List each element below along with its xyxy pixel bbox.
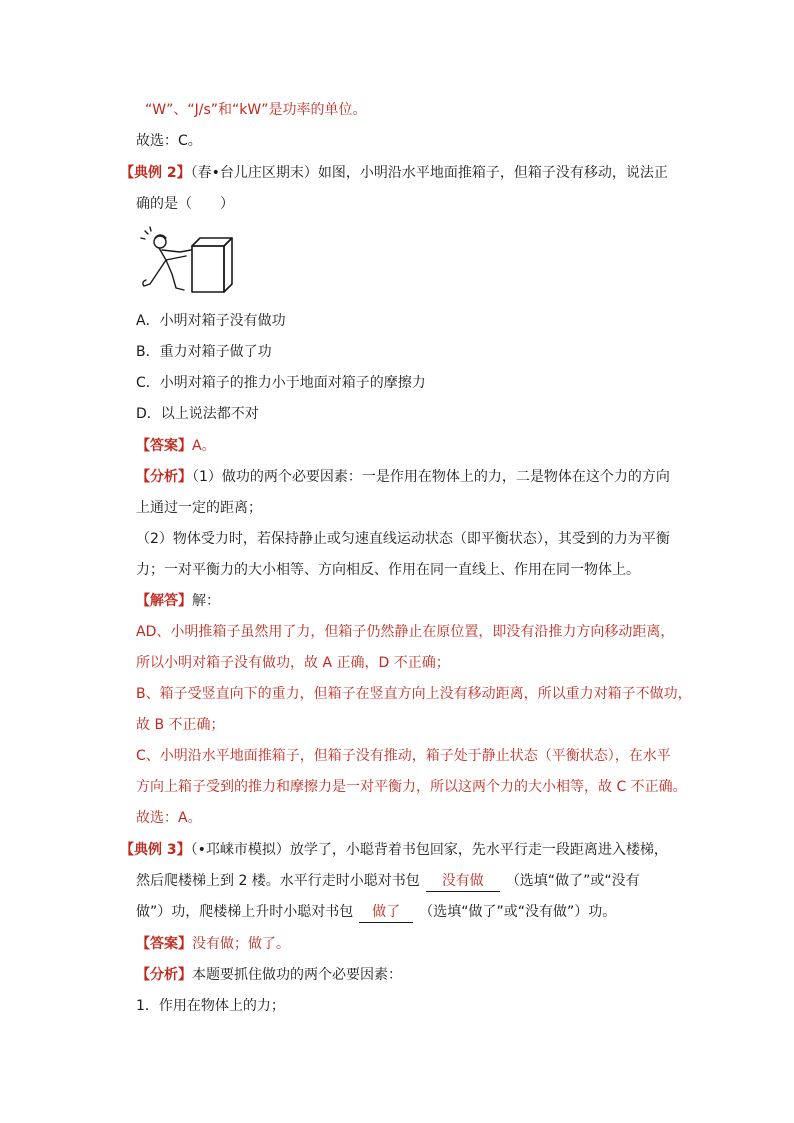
question-text: 然后爬楼梯上到 2 楼。水平行走时小聪对书包 <box>136 873 420 889</box>
solution-text: 故选：A。 <box>136 810 202 826</box>
question-text <box>136 902 616 922</box>
solution-text: 方向上箱子受到的推力和摩擦力是一对平衡力，所以这两个力的大小相等，故 C 不正确。 <box>136 779 687 795</box>
solution <box>136 591 220 611</box>
answer-value: A。 <box>192 438 216 454</box>
analysis-text: 力；一对平衡力的大小相等、方向相反、作用在同一直线上、作用在同一物体上。 <box>136 562 640 578</box>
example-2-question <box>120 163 668 183</box>
question-text: 做”）功，爬楼梯上升时小聪对书包 <box>136 904 354 920</box>
solution-text: AD、小明推箱子虽然用了力，但箱子仍然静止在原位置，即没有沿推力方向移动距离， <box>136 624 675 640</box>
option-c: C．小明对箱子的推力小于地面对箱子的摩擦力 <box>136 375 426 391</box>
question-text <box>136 871 640 891</box>
answer <box>136 436 216 456</box>
solution-text: B、箱子受竖直向下的重力，但箱子在竖直方向上没有移动距离，所以重力对箱子不做功， <box>136 686 692 702</box>
analysis-text: 上通过一定的距离； <box>136 500 262 516</box>
text-line: “W”、“J/s”和“kW”是功率的单位。 <box>145 102 367 118</box>
question-text: （选填“做了”或“没有做”）功。 <box>419 904 617 920</box>
option-b: B．重力对箱子做了功 <box>136 344 272 360</box>
question-text: （选填“做了”或“没有 <box>505 873 640 889</box>
question-text: （春•台儿庄区期末）如图，小明沿水平地面推箱子，但箱子没有移动，说法正 <box>190 165 668 181</box>
option-a: A．小明对箱子没有做功 <box>136 313 286 329</box>
answer-blank-1: 没有做 <box>426 871 500 892</box>
text-line: 故选：C。 <box>136 133 202 149</box>
answer <box>136 934 290 954</box>
solution-text: 所以小明对箱子没有做功，故 A 正确，D 不正确； <box>136 655 450 671</box>
answer-tag: 【答案】 <box>136 936 192 952</box>
example-tag: 【典例 3】 <box>120 842 191 858</box>
boy-pushing-box-illustration <box>136 226 236 298</box>
answer-tag: 【答案】 <box>136 438 192 454</box>
question-text: （•邛崃市模拟）放学了，小聪背着书包回家，先水平行走一段距离进入楼梯， <box>190 842 668 858</box>
example-3-question <box>120 840 668 860</box>
solution-text: 故 B 不正确； <box>136 717 225 733</box>
analysis <box>136 965 402 985</box>
solution-intro: 解： <box>192 593 220 609</box>
analysis-text: 本题要抓住做功的两个必要因素： <box>192 967 402 983</box>
analysis <box>136 467 670 487</box>
answer-value: 没有做；做了。 <box>192 936 290 952</box>
option-d: D．以上说法都不对 <box>136 406 259 422</box>
solution-text: C、小明沿水平地面推箱子，但箱子没有推动，箱子处于静止状态（平衡状态），在水平 <box>136 748 671 764</box>
analysis-text: （2）物体受力时，若保持静止或匀速直线运动状态（即平衡状态），其受到的力为平衡 <box>136 531 670 547</box>
analysis-tag: 【分析】 <box>136 967 192 983</box>
answer-blank-2: 做了 <box>359 902 413 923</box>
analysis-point: 1．作用在物体上的力； <box>136 998 285 1014</box>
analysis-text: （1）做功的两个必要因素：一是作用在物体上的力，二是物体在这个力的方向 <box>192 469 670 485</box>
example-tag: 【典例 2】 <box>120 165 191 181</box>
question-text: 确的是（ ） <box>136 196 234 212</box>
solution-tag: 【解答】 <box>136 593 192 609</box>
analysis-tag: 【分析】 <box>136 469 192 485</box>
